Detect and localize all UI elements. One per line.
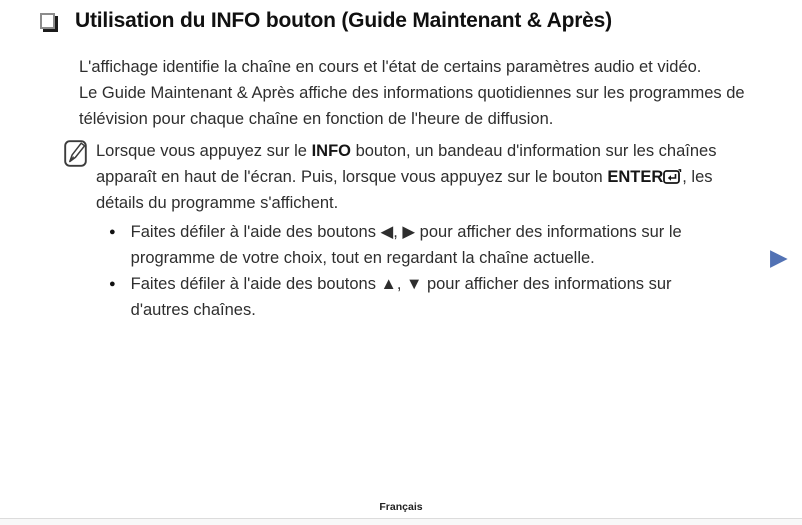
bullet-icon: ● <box>109 278 116 290</box>
footer-bar <box>0 518 802 525</box>
paragraph-1: L'affichage identifie la chaîne en cours et l'état de certains paramètres audio et vidéo. <box>79 58 702 76</box>
bullet-icon: ● <box>109 226 116 238</box>
note-segment: , les détails du programme s'affichent. <box>96 168 713 212</box>
note-pen-icon <box>64 140 87 167</box>
next-page-arrow[interactable]: ▶ <box>770 244 788 270</box>
paragraph-2: Le Guide Maintenant & Après affiche des informations quotidiennes sur les programmes de télévision pour chaque chaîne en fonction de l'heure de diffusion. <box>79 84 745 128</box>
page-title: Utilisation du INFO bouton (Guide Maintenant & Après) <box>75 9 612 32</box>
list-item <box>109 271 723 323</box>
footer-language-label: Français <box>379 501 423 513</box>
note-segment: Lorsque vous appuyez sur le <box>96 142 312 160</box>
bullet-text: Faites défiler à l'aide des boutons ◀, ▶ pour afficher des informations sur le programme de votre choix, tout en regardant la chaîne actuelle. <box>130 223 682 267</box>
body-text <box>79 54 753 132</box>
info-button-label: INFO <box>311 142 351 160</box>
note-segment: bouton, un bandeau d'information sur les chaînes apparaît en haut de l'écran. Puis, lorsque vous appuyez sur le bouton <box>96 142 717 186</box>
enter-button-label: ENTER <box>607 168 664 186</box>
enter-key-icon <box>663 166 682 181</box>
page-title-row <box>0 0 802 33</box>
bullet-list <box>109 219 723 323</box>
bullet-text: Faites défiler à l'aide des boutons ▲, ▼ pour afficher des informations sur d'autres chaînes. <box>130 275 672 319</box>
note-text <box>96 138 723 323</box>
note-block <box>64 138 802 323</box>
list-item <box>109 219 723 271</box>
section-square-icon <box>40 13 55 29</box>
